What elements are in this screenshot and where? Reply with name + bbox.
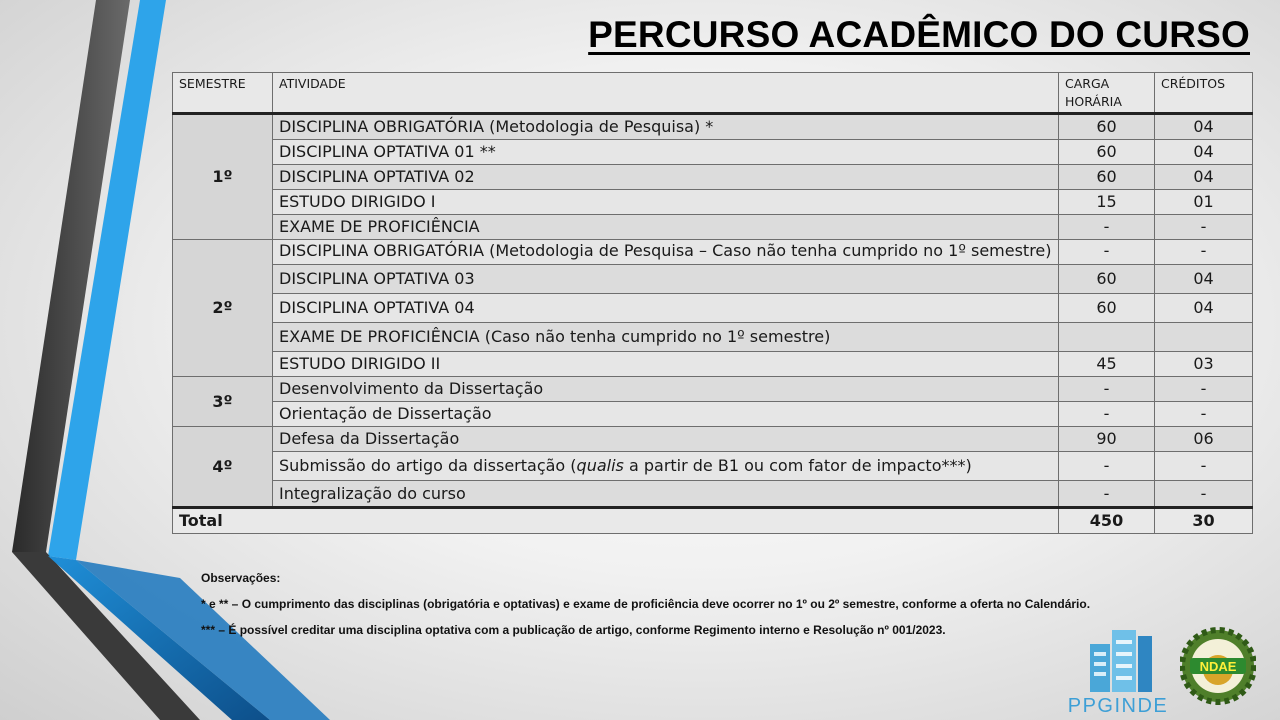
table-row	[173, 114, 1253, 140]
carga-cell: 60	[1059, 294, 1155, 323]
table-row	[173, 427, 1253, 452]
table-header-row	[173, 73, 1253, 114]
creditos-cell: 01	[1155, 190, 1253, 215]
note-1: * e ** – O cumprimento das disciplinas (obrigatória e optativas) e exame de proficiência deve ocorrer no 1º ou 2º semestre, conforme a oferta no Calendário.	[201, 597, 1091, 611]
header-atividade: ATIVIDADE	[273, 73, 1059, 114]
buildings-icon	[1090, 630, 1152, 692]
creditos-cell: -	[1155, 402, 1253, 427]
table-row	[173, 140, 1253, 165]
carga-cell: 90	[1059, 427, 1155, 452]
carga-cell: -	[1059, 377, 1155, 402]
activity-cell: DISCIPLINA OPTATIVA 02	[273, 165, 1059, 190]
carga-cell: 60	[1059, 165, 1155, 190]
total-label: Total	[173, 508, 1059, 534]
table-row	[173, 323, 1253, 352]
table-row	[173, 190, 1253, 215]
total-row	[173, 508, 1253, 534]
header-creditos: CRÉDITOS	[1155, 73, 1253, 114]
creditos-cell: -	[1155, 481, 1253, 508]
creditos-cell: 04	[1155, 165, 1253, 190]
activity-cell: DISCIPLINA OBRIGATÓRIA (Metodologia de Pesquisa – Caso não tenha cumprido no 1º semestre)	[273, 240, 1059, 265]
academic-path-table	[172, 72, 1253, 534]
activity-cell: EXAME DE PROFICIÊNCIA (Caso não tenha cumprido no 1º semestre)	[273, 323, 1059, 352]
creditos-cell: -	[1155, 377, 1253, 402]
table-row	[173, 215, 1253, 240]
activity-emphasis: qualis	[576, 456, 624, 475]
table-row	[173, 377, 1253, 402]
activity-cell: DISCIPLINA OPTATIVA 01 **	[273, 140, 1059, 165]
creditos-cell: -	[1155, 240, 1253, 265]
activity-cell: ESTUDO DIRIGIDO I	[273, 190, 1059, 215]
activity-cell: EXAME DE PROFICIÊNCIA	[273, 215, 1059, 240]
semester-cell: 2º	[173, 240, 273, 377]
page-title: PERCURSO ACADÊMICO DO CURSO	[588, 14, 1250, 55]
activity-cell: Orientação de Dissertação	[273, 402, 1059, 427]
header-carga: CARGA HORÁRIA	[1059, 73, 1155, 114]
ppginde-logo-text: PPGINDE	[1067, 695, 1169, 716]
creditos-cell	[1155, 323, 1253, 352]
activity-text: a partir de B1 ou com fator de impacto***)	[623, 456, 972, 475]
creditos-cell: 04	[1155, 265, 1253, 294]
activity-cell: DISCIPLINA OBRIGATÓRIA (Metodologia de Pesquisa) *	[273, 114, 1059, 140]
activity-text: Submissão do artigo da dissertação (	[279, 456, 577, 475]
creditos-cell: -	[1155, 215, 1253, 240]
table-row	[173, 402, 1253, 427]
carga-cell	[1059, 323, 1155, 352]
ndae-logo	[1180, 624, 1256, 708]
carga-cell: 60	[1059, 114, 1155, 140]
table-row	[173, 452, 1253, 481]
carga-cell: 60	[1059, 265, 1155, 294]
semester-cell: 4º	[173, 427, 273, 508]
activity-cell: Defesa da Dissertação	[273, 427, 1059, 452]
activity-cell: DISCIPLINA OPTATIVA 04	[273, 294, 1059, 323]
activity-cell	[273, 452, 1059, 481]
creditos-cell: -	[1155, 452, 1253, 481]
header-semestre: SEMESTRE	[173, 73, 273, 114]
table-row	[173, 294, 1253, 323]
table-row	[173, 481, 1253, 508]
table-row	[173, 265, 1253, 294]
carga-cell: -	[1059, 452, 1155, 481]
activity-cell: Desenvolvimento da Dissertação	[273, 377, 1059, 402]
creditos-cell: 06	[1155, 427, 1253, 452]
note-2: *** – É possível creditar uma disciplina optativa com a publicação de artigo, conforme Regimento interno e Resolução nº 001/2023.	[201, 623, 946, 637]
creditos-cell: 04	[1155, 140, 1253, 165]
ppginde-logo	[1058, 624, 1178, 716]
creditos-cell: 04	[1155, 114, 1253, 140]
ndae-logo-text: NDAE	[1199, 659, 1237, 674]
table-row	[173, 165, 1253, 190]
carga-cell: -	[1059, 402, 1155, 427]
total-carga: 450	[1059, 508, 1155, 534]
carga-cell: 45	[1059, 352, 1155, 377]
creditos-cell: 04	[1155, 294, 1253, 323]
activity-cell: Integralização do curso	[273, 481, 1059, 508]
notes-heading: Observações:	[201, 571, 281, 585]
notes-section	[201, 570, 1101, 648]
total-creditos: 30	[1155, 508, 1253, 534]
carga-cell: 60	[1059, 140, 1155, 165]
semester-cell: 3º	[173, 377, 273, 427]
activity-cell: DISCIPLINA OPTATIVA 03	[273, 265, 1059, 294]
table-row	[173, 352, 1253, 377]
carga-cell: 15	[1059, 190, 1155, 215]
carga-cell: -	[1059, 240, 1155, 265]
semester-cell: 1º	[173, 114, 273, 240]
carga-cell: -	[1059, 215, 1155, 240]
carga-cell: -	[1059, 481, 1155, 508]
creditos-cell: 03	[1155, 352, 1253, 377]
table-row	[173, 240, 1253, 265]
activity-cell: ESTUDO DIRIGIDO II	[273, 352, 1059, 377]
